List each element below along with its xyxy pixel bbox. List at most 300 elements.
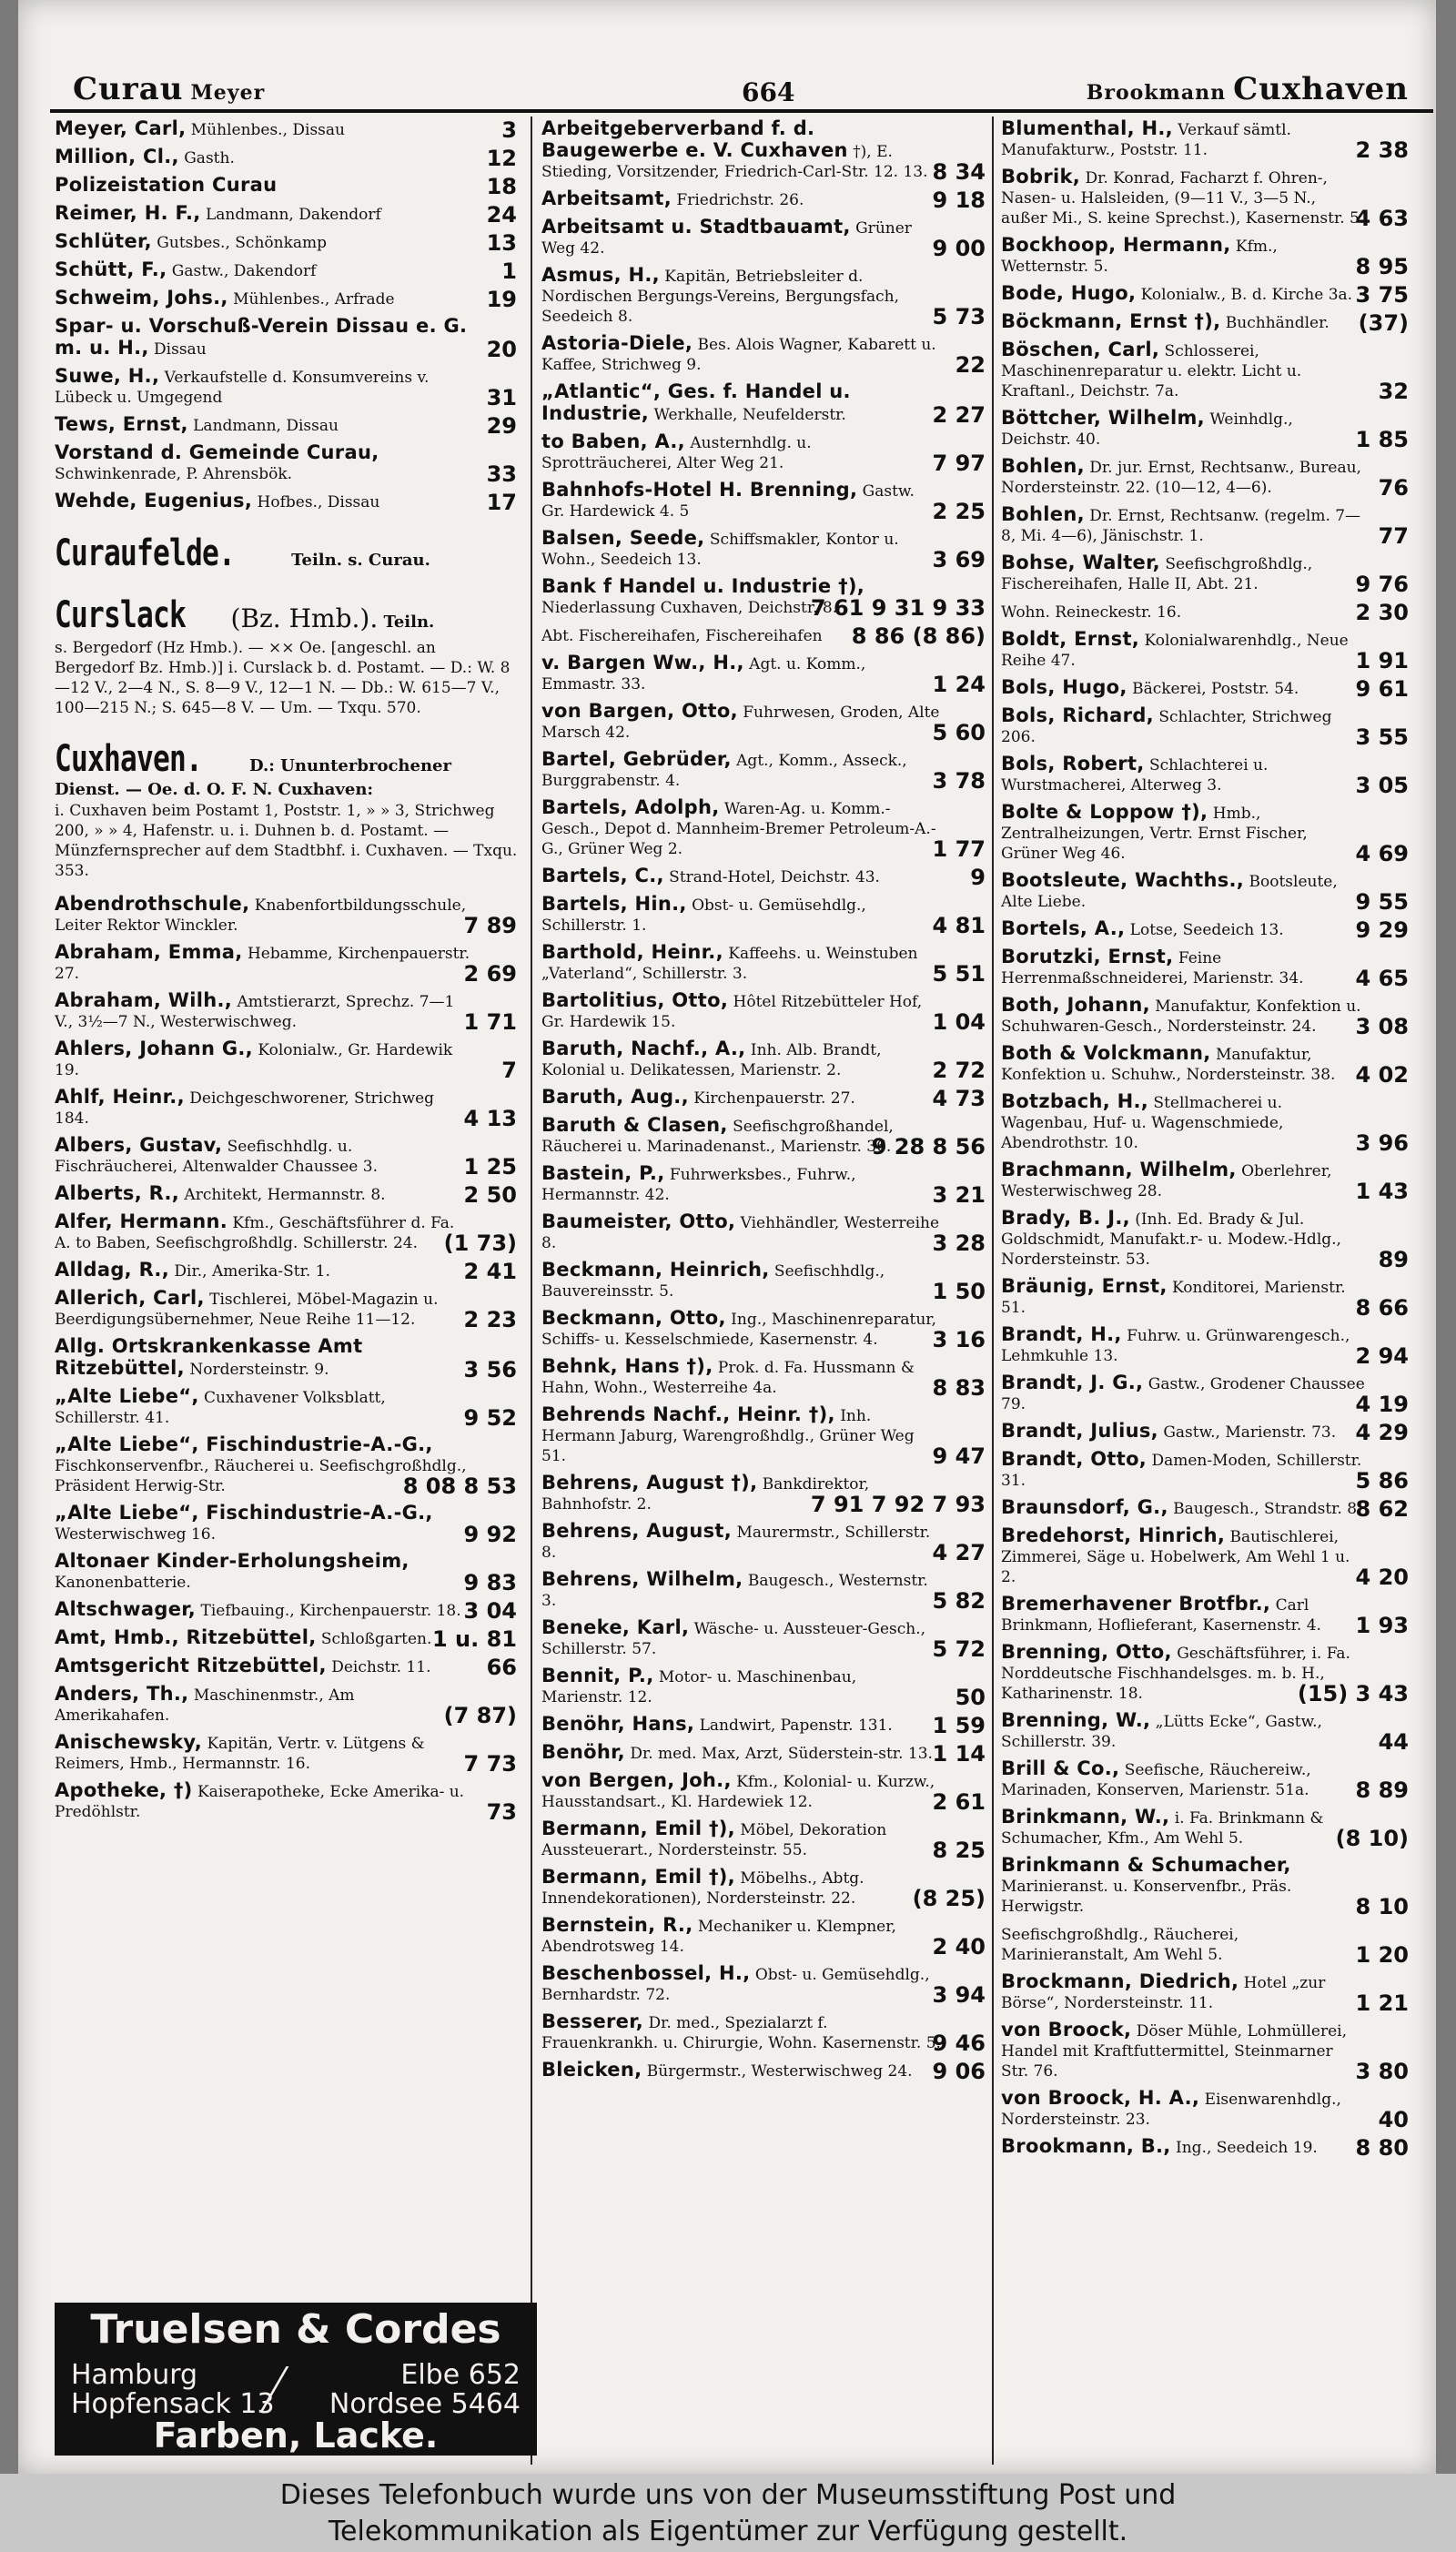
- entry-details: „Lütts Ecke“, Gastw., Schillerstr. 39.: [1001, 1713, 1322, 1751]
- directory-entry: [55, 1551, 519, 1593]
- directory-entry: [1001, 552, 1410, 597]
- entry-details: Schlachterei u. Wurstmacherei, Alterweg 3.: [1001, 756, 1269, 795]
- entry-phone-number: 7 91 7 92 7 93: [810, 1492, 986, 1517]
- entry-phone-number: (37): [1358, 310, 1409, 336]
- entry-details: Verkaufstelle d. Konsumvereins v. Lübeck u. Umgegend: [55, 369, 430, 407]
- column-divider: [531, 116, 532, 2465]
- directory-entry: [541, 1162, 987, 1208]
- entry-details: Bautischlerei, Zimmerei, Säge u. Hobelwerk, Am Wehl 1 u. 2.: [1001, 1528, 1350, 1586]
- entry-details: Landmann, Dakendorf: [200, 206, 381, 224]
- directory-entry: [541, 894, 987, 936]
- entry-name: Bortels, A.,: [1001, 917, 1126, 939]
- entry-name: Polizeistation Curau: [55, 174, 278, 196]
- entry-details: Gastw., Dakendorf: [167, 262, 317, 280]
- directory-entry: [55, 1626, 519, 1652]
- entry-details: Konditorei, Marienstr. 51.: [1001, 1279, 1346, 1317]
- entry-name: Borutzki, Ernst,: [1001, 946, 1174, 967]
- entry-details: Ing., Seedeich 19.: [1170, 2139, 1318, 2157]
- directory-entry: [55, 1087, 519, 1129]
- entry-details: Deichstr. 11.: [326, 1658, 431, 1676]
- directory-entry: [541, 1472, 987, 1517]
- directory-entry: [55, 1684, 519, 1726]
- directory-entry: [541, 118, 987, 185]
- entry-name: von Broock,: [1001, 2019, 1132, 2041]
- entry-details: Kolonialwarenhdlg., Neue Reihe 47.: [1001, 632, 1349, 670]
- entry-phone-number: 3 80: [1355, 2059, 1409, 2084]
- directory-entry: [55, 441, 519, 487]
- entry-phone-number: 9 92: [463, 1522, 517, 1547]
- entry-details: Manufaktur, Konfektion u. Schuhw., Nordersteinstr. 38.: [1001, 1046, 1336, 1084]
- entry-phone-number: 3: [501, 118, 517, 143]
- entry-name: Behrens, August,: [541, 1520, 733, 1542]
- directory-entry: [1001, 1496, 1410, 1522]
- entry-details: Bootsleute, Alte Liebe.: [1001, 873, 1338, 911]
- entry-name: Meyer, Carl,: [55, 118, 187, 139]
- ad-city: Hamburg: [71, 2359, 198, 2391]
- entry-phone-number: 4 29: [1355, 1420, 1409, 1445]
- entry-details: Dissau: [148, 340, 207, 359]
- entry-details: Mühlenbes., Dissau: [186, 121, 345, 139]
- entry-name: Bartel, Gebrüder,: [541, 748, 732, 770]
- entry-phone-number: (7 87): [443, 1703, 517, 1728]
- entry-details: Obst- u. Gemüsehdlg., Schillerstr. 1.: [541, 896, 866, 935]
- entry-name: Both, Johann,: [1001, 994, 1150, 1016]
- entry-phone-number: 50: [955, 1685, 986, 1710]
- directory-entry: [541, 1259, 987, 1304]
- entry-details: Dr. jur. Ernst, Rechtsanw., Bureau, Nordersteinstr. 22. (10—12, 4—6).: [1001, 459, 1361, 497]
- entry-phone-number: 9 18: [932, 187, 986, 213]
- entry-name: Albers, Gustav,: [55, 1134, 223, 1156]
- entry-phone-number: 9 06: [932, 2059, 986, 2084]
- entry-details: Amtstierarzt, Sprechz. 7—1 V., 3½—7 N., Westerwischweg.: [55, 993, 455, 1031]
- directory-entry: [541, 480, 987, 522]
- entry-details: Maurermstr., Schillerstr. 8.: [541, 1524, 931, 1562]
- entry-phone-number: 4 20: [1355, 1565, 1409, 1590]
- directory-entry: [541, 1714, 987, 1736]
- directory-entry: [541, 1087, 987, 1109]
- directory-entry: [55, 894, 519, 936]
- entry-name: von Bergen, Joh.,: [541, 1769, 732, 1791]
- entry-name: Bremerhavener Brotfbr.,: [1001, 1593, 1271, 1615]
- ad-phone1-label: Elbe: [400, 2359, 460, 2391]
- entry-phone-number: 2 40: [932, 1934, 986, 1960]
- directory-entry: [541, 430, 987, 476]
- directory-entry: [1001, 2088, 1410, 2130]
- entry-name: Schütt, F.,: [55, 258, 167, 280]
- entry-phone-number: 5 72: [932, 1636, 986, 1662]
- entry-details: Geschäftsführer, i. Fa. Norddeutsche Fischhandelsges. m. b. H., Katharinenstr. 18.: [1001, 1645, 1350, 1703]
- entry-details: Kolonialw., B. d. Kirche 3a.: [1136, 286, 1353, 304]
- entry-name: Baumeister, Otto,: [541, 1210, 736, 1232]
- directory-entry: [1001, 1855, 1410, 1917]
- entry-phone-number: 2 50: [463, 1182, 517, 1208]
- entry-details: Waren-Ag. u. Komm.-Gesch., Depot d. Mannheim-Bremer Petroleum-A.-G., Grüner Weg 2.: [541, 800, 936, 858]
- entry-phone-number: 5 60: [932, 720, 986, 745]
- entry-phone-number: 7 73: [463, 1751, 517, 1777]
- directory-entry: [55, 1336, 519, 1380]
- entry-details: Lotse, Seedeich 13.: [1125, 921, 1284, 939]
- directory-entry: [541, 941, 987, 987]
- entry-details: Prok. d. Fa. Hussmann & Hahn, Wohn., Westerreihe 4a.: [541, 1359, 915, 1397]
- place-subtitle: (Bz. Hmb.).: [222, 603, 379, 633]
- page-number: 664: [742, 77, 795, 107]
- entry-name: „Alte Liebe“, Fischindustrie-A.-G.,: [55, 1502, 433, 1524]
- entry-phone-number: 1 50: [932, 1279, 986, 1304]
- header-left-city: Curau: [73, 71, 184, 107]
- directory-entry: [1001, 310, 1410, 336]
- directory-entry: [55, 1731, 519, 1777]
- entry-name: Wehde, Eugenius,: [55, 490, 253, 511]
- entry-phone-number: 33: [486, 461, 517, 487]
- directory-entry: [1001, 1208, 1410, 1270]
- directory-entry: [1001, 1323, 1410, 1369]
- entry-name: Brinkmann, W.,: [1001, 1806, 1170, 1828]
- place-service-info: i. Cuxhaven beim Postamt 1, Poststr. 1, » » 3, Strichweg 200, » » 4, Hafenstr. u. i. Duhnen b. d. Postamt. — Münzfernsprecher auf dem Stadtbhf. i. Cuxhaven. — Txqu. 353.: [55, 802, 518, 880]
- entry-phone-number: 3 16: [932, 1327, 986, 1352]
- directory-entry: [541, 1308, 987, 1350]
- directory-entry: [1001, 1923, 1410, 1968]
- entry-details: Hofbes., Dissau: [252, 493, 380, 511]
- directory-entry: [541, 216, 987, 261]
- entry-phone-number: 1 21: [1355, 1990, 1409, 2016]
- entry-name: Asmus, H.,: [541, 264, 660, 286]
- directory-entry: [55, 146, 519, 171]
- entry-details: Kfm., Kolonial- u. Kurzw., Hausstandsart., Kl. Hardewiek 12.: [541, 1773, 935, 1811]
- entry-name: Baruth & Clasen,: [541, 1114, 728, 1136]
- directory-entry: [55, 1598, 519, 1624]
- entry-details: Inh. Hermann Jaburg, Warengroßhdlg., Grüner Weg 51.: [541, 1407, 915, 1465]
- entry-name: Million, Cl.,: [55, 146, 179, 167]
- directory-entry: [541, 865, 987, 890]
- entry-name: Brandt, H.,: [1001, 1323, 1122, 1345]
- directory-entry: [55, 118, 519, 143]
- entry-phone-number: 76: [1378, 475, 1409, 501]
- entry-phone-number: 1 04: [932, 1009, 986, 1035]
- directory-entry: [541, 1741, 987, 1767]
- entry-details: Schloßgarten.: [316, 1630, 432, 1648]
- column-3: [1001, 118, 1410, 2474]
- directory-entry: [1001, 118, 1410, 163]
- entry-details: Döser Mühle, Lohmüllerei, Handel mit Kraftfuttermittel, Steinmarner Str. 76.: [1001, 2022, 1347, 2081]
- entry-name: von Bargen, Otto,: [541, 700, 738, 722]
- entry-details: Oberlehrer, Westerwischweg 28.: [1001, 1162, 1332, 1200]
- directory-entry: [541, 623, 987, 649]
- entry-phone-number: 5 51: [932, 961, 986, 987]
- entry-details: Fischkonservenfbr., Räucherei u. Seefischgroßhdlg., Präsident Herwig-Str.: [55, 1457, 467, 1495]
- directory-entry: [55, 1385, 519, 1431]
- entry-phone-number: 8 95: [1355, 254, 1409, 279]
- entry-name: Schweim, Johs.,: [55, 287, 228, 309]
- entry-phone-number: 8 10: [1355, 1894, 1409, 1919]
- entry-details: Abt. Fischereihafen, Fischereihafen: [541, 627, 823, 645]
- entry-phone-number: 5 86: [1355, 1468, 1409, 1494]
- entry-name: Bohse, Walter,: [1001, 552, 1160, 573]
- entry-details: i. Fa. Brinkmann & Schumacher, Kfm., Am Wehl 5.: [1001, 1809, 1324, 1848]
- entry-phone-number: 8 83: [932, 1375, 986, 1401]
- place-section-curaufelde: [55, 532, 519, 574]
- entry-phone-number: 4 73: [932, 1086, 986, 1111]
- entry-name: Böttcher, Wilhelm,: [1001, 407, 1205, 429]
- directory-entry: [541, 187, 987, 213]
- entry-phone-number: 2 38: [1355, 137, 1409, 163]
- entry-name: Bartolitius, Otto,: [541, 989, 729, 1011]
- entry-name: Balsen, Seede,: [541, 527, 705, 549]
- entry-name: Amt, Hmb., Ritzebüttel,: [55, 1626, 317, 1648]
- directory-entry: [55, 1288, 519, 1330]
- entry-details: Buchhändler.: [1220, 314, 1330, 332]
- directory-entry: [541, 989, 987, 1035]
- directory-entry: [541, 1521, 987, 1563]
- directory-entry: [1001, 1090, 1410, 1156]
- entry-phone-number: 3 28: [932, 1230, 986, 1256]
- entry-name: Bols, Hugo,: [1001, 676, 1127, 698]
- entry-details: Schlachter, Strichweg 206.: [1001, 708, 1332, 746]
- directory-entry: [1001, 802, 1410, 864]
- entry-details: Austernhdlg. u. Sprotträucherei, Alter Weg 21.: [541, 434, 812, 472]
- entry-name: Behrens, Wilhelm,: [541, 1568, 743, 1590]
- place-note: Teiln. s. Curau.: [285, 551, 430, 570]
- directory-entry: [1001, 1757, 1410, 1803]
- ad-phone2-number: 5464: [450, 2388, 521, 2420]
- directory-entry: [55, 1038, 519, 1083]
- directory-entry: [1001, 995, 1410, 1037]
- entry-name: Bleicken,: [541, 2059, 642, 2081]
- entry-details: Dr. med., Spezialarzt f. Frauenkrankh. u. Chirurgie, Wohn. Kasernenstr. 5.: [541, 2014, 941, 2052]
- entry-phone-number: 9 61: [1355, 676, 1409, 702]
- entry-details: Fuhrwerksbes., Fuhrw., Hermannstr. 42.: [541, 1166, 856, 1204]
- entry-name: Brandt, J. G.,: [1001, 1372, 1144, 1393]
- directory-entry: [55, 175, 519, 197]
- entry-phone-number: 9 76: [1355, 572, 1409, 597]
- entry-phone-number: 9 28 8 56: [871, 1134, 986, 1160]
- entry-name: Amtsgericht Ritzebüttel,: [55, 1655, 327, 1676]
- entry-phone-number: 4 63: [1355, 206, 1409, 231]
- entry-phone-number: 1 14: [932, 1741, 986, 1767]
- entry-phone-number: 8 89: [1355, 1777, 1409, 1803]
- directory-entry: [55, 230, 519, 256]
- entry-phone-number: 4 02: [1355, 1062, 1409, 1088]
- entry-name: Bahnhofs-Hotel H. Brenning,: [541, 479, 858, 501]
- directory-entry: [55, 1433, 519, 1499]
- entry-details: Tiefbauing., Kirchenpauerstr. 18.: [196, 1602, 461, 1620]
- directory-entry: [1001, 166, 1410, 231]
- entry-details: Dr. Konrad, Facharzt f. Ohren-, Nasen- u. Halsleiden, (9—11 V., 3—5 N., außer Mi., S. keine Sprechst.), Kasernenstr. 5.: [1001, 169, 1365, 228]
- entry-phone-number: 2 69: [463, 961, 517, 987]
- directory-entry: [1001, 1372, 1410, 1417]
- entry-name: Bobrik,: [1001, 166, 1081, 187]
- entry-phone-number: 24: [486, 202, 517, 228]
- entry-name: Bank f Handel u. Industrie †),: [541, 575, 865, 597]
- entry-name: Baruth, Nachf., A.,: [541, 1038, 746, 1059]
- directory-entry: [1001, 2019, 1410, 2084]
- entry-phone-number: 1 91: [1355, 648, 1409, 673]
- ad-street: Hopfensack 13: [71, 2388, 275, 2420]
- entry-name: Brady, B. J.,: [1001, 1207, 1130, 1229]
- directory-entry: [1001, 1806, 1410, 1851]
- entry-phone-number: 1 59: [932, 1713, 986, 1738]
- entry-name: Astoria-Diele,: [541, 332, 693, 354]
- entry-details: Inh. Alb. Brandt, Kolonial u. Delikatessen, Marienstr. 2.: [541, 1041, 882, 1079]
- directory-entry: [55, 1259, 519, 1284]
- entry-phone-number: 31: [486, 385, 517, 410]
- entry-phone-number: 3 08: [1355, 1014, 1409, 1039]
- directory-entry: [1001, 1159, 1410, 1204]
- entry-name: Abraham, Wilh.,: [55, 989, 233, 1011]
- entry-details: Marinieranst. u. Konservenfbr., Präs. Herwigstr.: [1001, 1878, 1292, 1916]
- directory-entry: [541, 2010, 987, 2056]
- entry-details: Mühlenbes., Arfrade: [228, 290, 395, 309]
- entry-details: Gastw., Grodener Chaussee 79.: [1001, 1375, 1365, 1413]
- place-title: Curaufelde.: [55, 532, 236, 574]
- entry-phone-number: 7: [501, 1058, 517, 1083]
- directory-entry: [55, 1502, 519, 1547]
- footer-line-1: Dieses Telefonbuch wurde uns von der Museumsstiftung Post und: [279, 2479, 1177, 2511]
- place-note: Teiln.: [378, 613, 435, 632]
- header-left: [73, 71, 265, 107]
- entry-name: Bohlen,: [1001, 503, 1085, 525]
- entry-details: (Inh. Ed. Brady & Jul. Goldschmidt, Manufakt.r- u. Modew.-Hdlg., Nordersteinstr. 53.: [1001, 1210, 1341, 1269]
- entry-name: „Atlantic“, Ges. f. Handel u. Industrie,: [541, 380, 851, 424]
- entry-name: Ahlers, Johann G.,: [55, 1038, 253, 1059]
- entry-phone-number: 9 52: [463, 1405, 517, 1431]
- entry-name: Abraham, Emma,: [55, 941, 243, 963]
- entry-details: Kirchenpauerstr. 27.: [688, 1089, 855, 1108]
- entry-phone-number: 9 83: [463, 1570, 517, 1595]
- directory-entry: [1001, 455, 1410, 501]
- entry-details: Möbel, Dekoration Aussteuerart., Nordersteinstr. 55.: [541, 1821, 887, 1859]
- footer-notice: [0, 2474, 1456, 2552]
- directory-entry: [1001, 601, 1410, 623]
- entry-phone-number: 3 55: [1355, 724, 1409, 750]
- directory-entry: [55, 1134, 519, 1180]
- directory-entry: [541, 1818, 987, 1863]
- directory-entry: [1001, 408, 1410, 450]
- directory-entry: [1001, 753, 1410, 798]
- entry-details: Carl Brinkmann, Hoflieferant, Kasernenstr. 4.: [1001, 1596, 1321, 1635]
- entry-details: Ing., Maschinenreparatur, Schiffs- u. Kesselschmiede, Kasernenstr. 4.: [541, 1311, 936, 1349]
- directory-entry: [541, 528, 987, 570]
- entry-name: Bermann, Emil †),: [541, 1818, 735, 1839]
- entry-details: Motor- u. Maschinenbau, Marienstr. 12.: [541, 1668, 857, 1706]
- directory-entry: [55, 202, 519, 228]
- entry-phone-number: 3 05: [1355, 773, 1409, 798]
- entry-details: Seefischgroßhdlg., Fischereihafen, Halle II, Abt. 21.: [1001, 555, 1313, 593]
- entry-phone-number: (15) 3 43: [1297, 1681, 1409, 1706]
- directory-entry: [1001, 917, 1410, 943]
- entry-details: Weinhdlg., Deichstr. 40.: [1001, 410, 1293, 449]
- entry-name: Bernstein, R.,: [541, 1914, 693, 1936]
- entry-details: Schlosserei, Maschinenreparatur u. elektr. Licht u. Kraftanl., Deichstr. 7a.: [1001, 342, 1302, 400]
- entry-details: †), E. Stieding, Vorsitzender, Friedrich-Carl-Str. 12. 13.: [541, 143, 928, 181]
- entry-name: Altschwager,: [55, 1598, 197, 1620]
- entry-phone-number: 2 72: [932, 1058, 986, 1083]
- directory-entry: [541, 1038, 987, 1083]
- entry-phone-number: 66: [486, 1655, 517, 1680]
- entry-phone-number: 89: [1378, 1247, 1409, 1272]
- entry-phone-number: 29: [486, 413, 517, 439]
- directory-entry: [541, 575, 987, 621]
- entry-phone-number: 7 89: [463, 913, 517, 938]
- entry-phone-number: 3 21: [932, 1182, 986, 1208]
- entry-details: Seefischhdlg. u. Fischräucherei, Altenwalder Chaussee 3.: [55, 1138, 378, 1176]
- directory-entry: [1001, 235, 1410, 277]
- entry-phone-number: 18: [486, 174, 517, 199]
- directory-entry: [541, 1114, 987, 1160]
- entry-details: Damen-Moden, Schillerstr. 31.: [1001, 1452, 1362, 1490]
- entry-name: Benöhr, Hans,: [541, 1713, 695, 1735]
- entry-name: Bolte & Loppow †),: [1001, 801, 1208, 823]
- entry-name: Both & Volckmann,: [1001, 1042, 1211, 1064]
- entry-details: Strand-Hotel, Deichstr. 43.: [663, 868, 880, 886]
- entry-phone-number: 8 62: [1355, 1496, 1409, 1522]
- entry-name: „Alte Liebe“,: [55, 1385, 199, 1407]
- entry-details: Wäsche- u. Aussteuer-Gesch., Schillerstr. 57.: [541, 1620, 926, 1658]
- entry-details: Fuhrw. u. Grünwarengesch., Lehmkuhle 13.: [1001, 1327, 1350, 1365]
- entry-name: Böckmann, Ernst †),: [1001, 310, 1221, 332]
- column-divider: [992, 116, 994, 2465]
- entry-phone-number: 4 27: [932, 1540, 986, 1565]
- directory-entry: [55, 941, 519, 987]
- entry-phone-number: 1 93: [1355, 1613, 1409, 1638]
- entry-phone-number: 7 61 9 31 9 33: [810, 595, 986, 621]
- directory-entry: [541, 332, 987, 378]
- entry-details: Wohn. Reineckestr. 16.: [1001, 603, 1182, 622]
- entry-details: Möbelhs., Abtg. Innendekorationen), Nordersteinstr. 22.: [541, 1869, 864, 1908]
- entry-name: Apotheke, †): [55, 1779, 193, 1801]
- entry-phone-number: (8 25): [912, 1886, 986, 1911]
- entry-name: Bastein, P.,: [541, 1162, 665, 1184]
- entry-name: Tews, Ernst,: [55, 413, 188, 435]
- entry-details: Mechaniker u. Klempner, Abendrotsweg 14.: [541, 1918, 896, 1956]
- entry-phone-number: 4 81: [932, 913, 986, 938]
- directory-entry: [1001, 1709, 1410, 1755]
- directory-entry: [1001, 1524, 1410, 1590]
- entry-phone-number: 9 47: [932, 1443, 986, 1469]
- directory-entry: [55, 366, 519, 408]
- entry-phone-number: 8 08 8 53: [402, 1473, 517, 1499]
- entry-name: Bräunig, Ernst,: [1001, 1275, 1168, 1297]
- entry-phone-number: 8 25: [932, 1838, 986, 1863]
- entry-name: Beschenbossel, H.,: [541, 1962, 751, 1984]
- entry-details: Manufaktur, Konfektion u. Schuhwaren-Gesch., Nordersteinstr. 24.: [1001, 998, 1361, 1036]
- entry-details: Agt., Komm., Asseck., Burggrabenstr. 4.: [541, 752, 907, 790]
- directory-entry: [1001, 1448, 1410, 1494]
- entry-name: Bols, Robert,: [1001, 753, 1145, 775]
- entry-name: Brandt, Otto,: [1001, 1448, 1148, 1470]
- entry-details: Kfm., Wetternstr. 5.: [1001, 238, 1278, 276]
- entry-details: Kaffeehs. u. Weinstuben „Vaterland“, Schillerstr. 3.: [541, 945, 918, 983]
- directory-entry: [1001, 282, 1410, 308]
- entry-name: Schlüter,: [55, 230, 152, 252]
- directory-entry: [1001, 1642, 1410, 1704]
- entry-phone-number: 1 20: [1355, 1942, 1409, 1968]
- directory-entry: [541, 1769, 987, 1815]
- entry-details: Landmann, Dissau: [187, 417, 339, 435]
- entry-name: Arbeitsamt,: [541, 187, 672, 209]
- entry-phone-number: 8 80: [1355, 2135, 1409, 2161]
- entry-details: Werkhalle, Neufelderstr.: [649, 406, 846, 424]
- header-right-city: Cuxhaven: [1233, 71, 1409, 107]
- entry-details: Seefischhdlg., Bauvereinsstr. 5.: [541, 1262, 885, 1301]
- entry-name: Suwe, H.,: [55, 365, 160, 387]
- entry-phone-number: 40: [1378, 2107, 1409, 2132]
- entry-phone-number: 8 86 (8 86): [851, 623, 986, 649]
- entry-phone-number: 2 30: [1355, 600, 1409, 625]
- entry-name: Brockmann, Diedrich,: [1001, 1970, 1239, 1992]
- entry-name: Bols, Richard,: [1001, 704, 1154, 726]
- entry-phone-number: 3 75: [1355, 282, 1409, 308]
- directory-entry: [1001, 704, 1410, 750]
